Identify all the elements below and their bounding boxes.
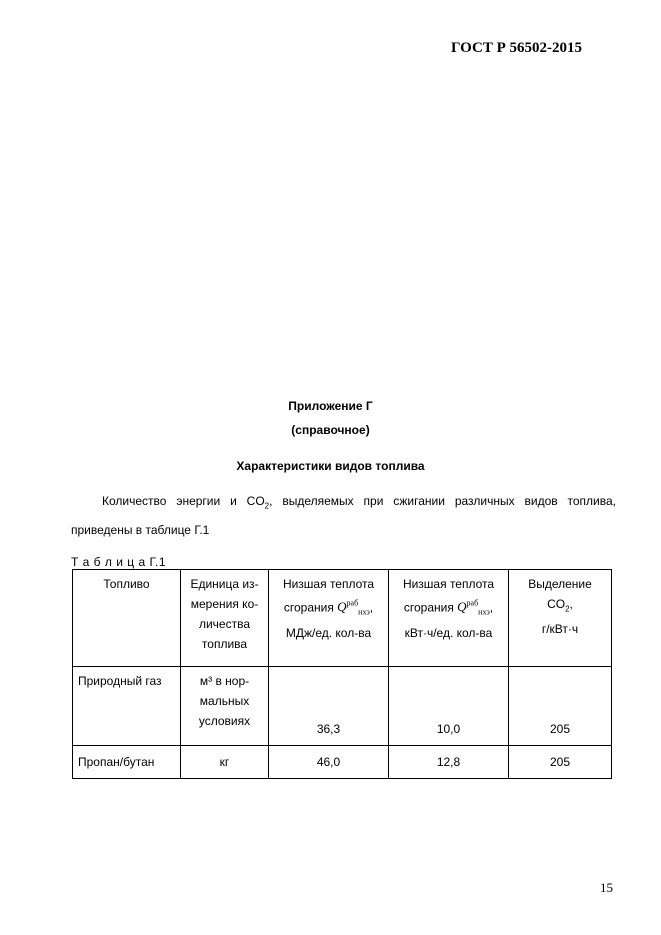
appendix-heading: Характеристики видов топлива xyxy=(236,459,425,473)
document-code: ГОСТ Р 56502-2015 xyxy=(450,40,582,56)
cell-fuel: Пропан/бутан xyxy=(73,746,181,779)
header-heat-mj: Низшая теплота сгорания $Q^{раб}_{нхэ}$, МДж/ед. кол-ва xyxy=(269,570,389,667)
header-unit: Единица из- мерения ко- личества топлива xyxy=(181,570,269,667)
header-fuel: Топливо xyxy=(73,570,181,667)
cell-fuel: Природный газ xyxy=(73,667,181,746)
cell-unit: м³ в нор- мальных условиях xyxy=(181,667,269,746)
table-header-row xyxy=(73,570,612,667)
cell-heat-kwh: 12,8 xyxy=(389,746,509,779)
table-caption: Т а б л и ц а Г.1 xyxy=(71,555,167,569)
header-heat-kwh: Низшая теплота сгорания $Q^{раб}_{нхэ}$, кВт·ч/ед. кол-ва xyxy=(389,570,509,667)
table-row xyxy=(73,746,612,779)
intro-paragraph: Количество энергии и $CO_2$, выделяемых при сжигании различных видов топлива, приведены в таблице Г.1 xyxy=(71,494,616,538)
cell-heat-mj: 36,3 xyxy=(269,667,389,746)
cell-unit: кг xyxy=(181,746,269,779)
table-row xyxy=(73,667,612,746)
cell-heat-mj: 46,0 xyxy=(269,746,389,779)
appendix-title: Приложение Г xyxy=(288,399,373,413)
page-number: 15 xyxy=(600,880,613,895)
appendix-subtitle: (справочное) xyxy=(291,423,370,437)
header-co2: Выделение $CO_2$, г/кВт·ч xyxy=(509,570,612,667)
heat-symbol: $Q^{раб}_{нхэ}$ xyxy=(457,599,490,617)
cell-co2: 205 xyxy=(509,667,612,746)
heat-symbol: $Q^{раб}_{нхэ}$ xyxy=(337,599,370,617)
cell-heat-kwh: 10,0 xyxy=(389,667,509,746)
cell-co2: 205 xyxy=(509,746,612,779)
fuel-table xyxy=(72,569,612,779)
